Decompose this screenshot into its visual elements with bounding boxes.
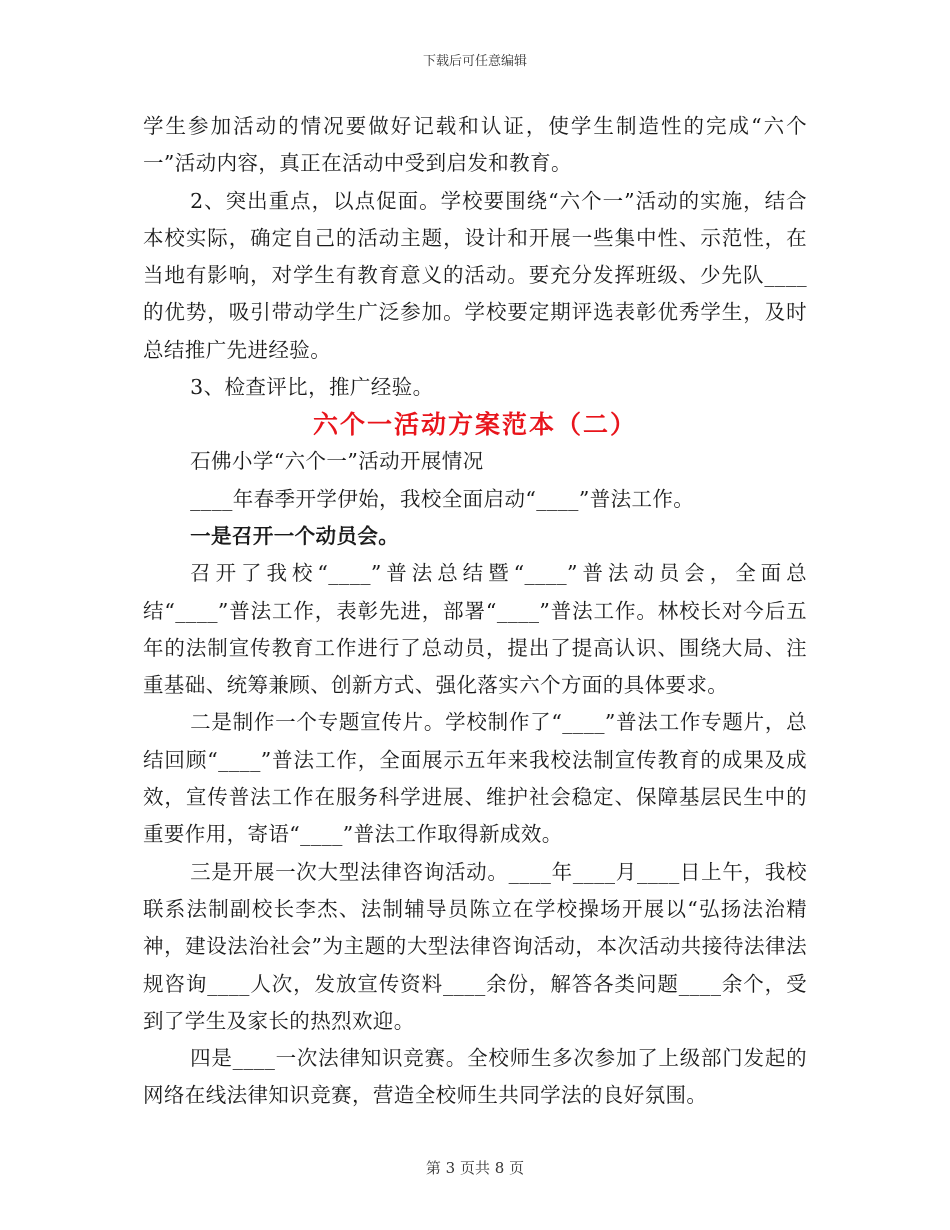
paragraph-intro: ____年春季开学伊始，我校全面启动“____”普法工作。 — [190, 486, 695, 511]
paragraph-item-3: 3、检查评比，推广经验。 — [190, 375, 434, 400]
section-title: 六个一活动方案范本（二） — [312, 410, 637, 440]
paragraph-contest: 四是____一次法律知识竞赛。全校师生多次参加了上级部门发起的网络在线法律知识竞赛，营造全校师生共同学法的良好氛围。 — [143, 1046, 807, 1108]
paragraph-continuation: 学生参加活动的情况要做好记载和认证，使学生制造性的完成“六个一”活动内容，真正在活动中受到启发和教育。 — [143, 114, 807, 176]
paragraph-video: 二是制作一个专题宣传片。学校制作了“____”普法工作专题片，总结回顾“____”普法工作，全面展示五年来我校法制宣传教育的成果及成效，宣传普法工作在服务科学进展、维护社会稳定、保障基层民生中的重要作用，寄语“____”普法工作取得新成效。 — [143, 710, 807, 847]
paragraph-consultation: 三是开展一次大型法律咨询活动。____年____月____日上午，我校联系法制副校长李杰、法制辅导员陈立在学校操场开展以“弘扬法治精神，建设法治社会”为主题的大型法律咨询活动，本次活动共接待法律法规咨询____人次，发放宣传资料____余份，解答各类问题____余个，受到了学生及家长的热烈欢迎。 — [143, 859, 807, 1033]
paragraph-meeting: 召开了我校“____”普法总结暨“____”普法动员会，全面总结“____”普法工作，表彰先进，部署“____”普法工作。林校长对今后五年的法制宣传教育工作进行了总动员，提出了提高认识、围绕大局、注重基础、统筹兼顾、创新方式、强化落实六个方面的具体要求。 — [143, 561, 807, 698]
paragraph-subtitle: 石佛小学“六个一”活动开展情况 — [190, 449, 484, 474]
document-body — [143, 108, 807, 1115]
paragraph-heading-1: 一是召开一个动员会。 — [190, 523, 400, 548]
page-footer: 第 3 页共 8 页 — [425, 1159, 525, 1177]
page-header: 下载后可任意编辑 — [422, 54, 527, 69]
paragraph-item-2: 2、突出重点，以点促面。学校要围绕“六个一”活动的实施，结合本校实际，确定自己的活动主题，设计和开展一些集中性、示范性，在当地有影响，对学生有教育意义的活动。要充分发挥班级、少先队____的优势，吸引带动学生广泛参加。学校要定期评选表彰优秀学生，及时总结推广先进经验。 — [143, 188, 807, 362]
